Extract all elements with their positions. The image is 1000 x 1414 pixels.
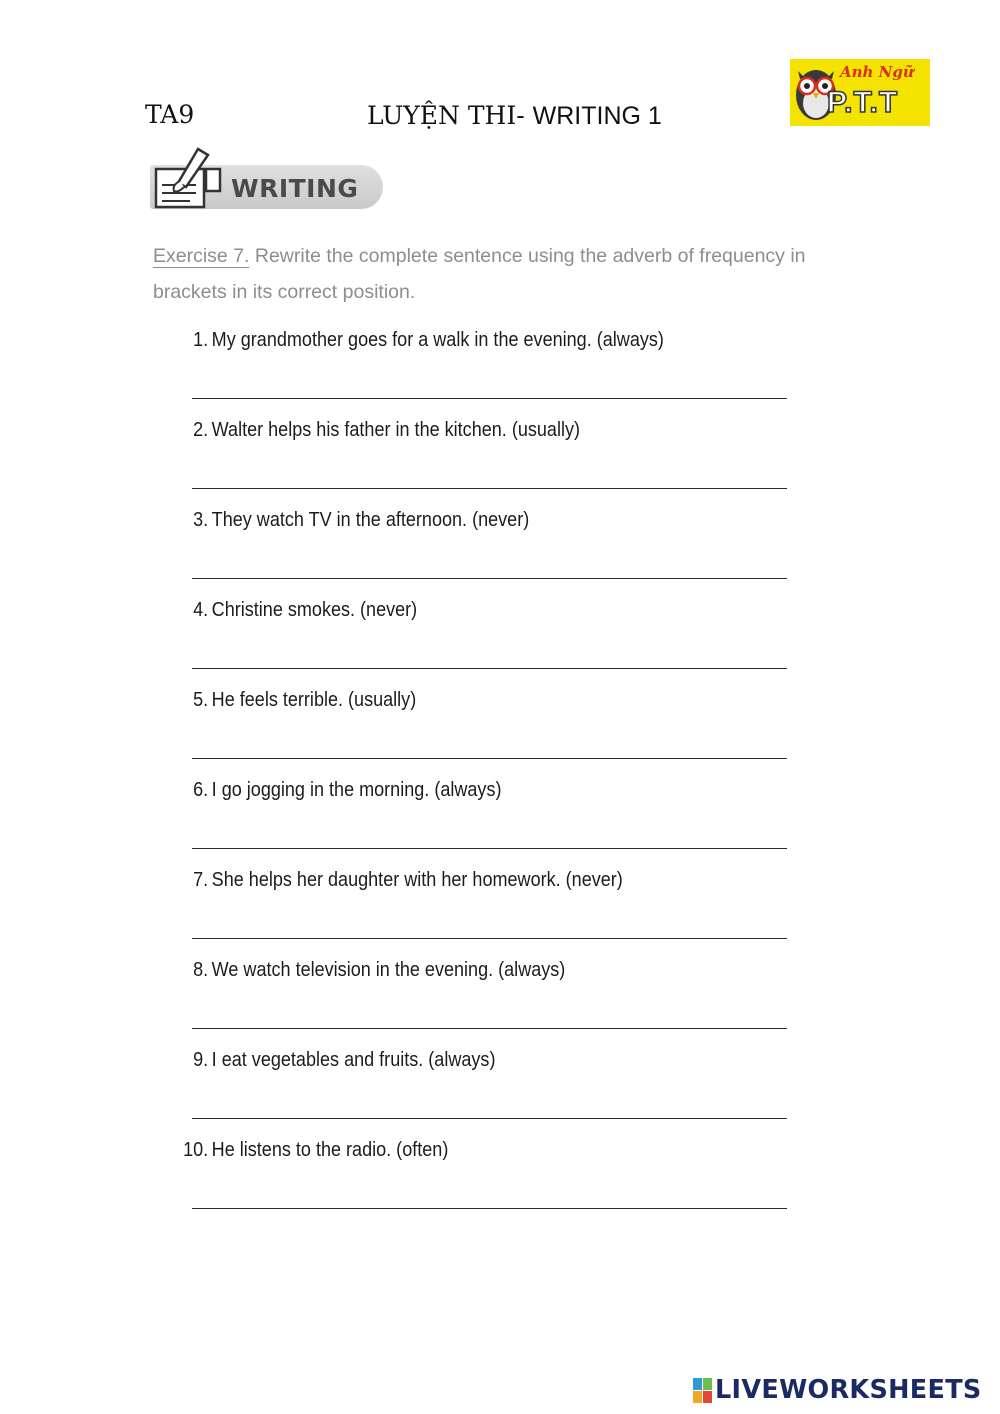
question-prompt: Walter helps his father in the kitchen. (usually) bbox=[211, 418, 581, 441]
answer-line[interactable] bbox=[192, 938, 787, 939]
question-text bbox=[180, 1048, 495, 1072]
question-prompt: We watch television in the evening. (always) bbox=[211, 958, 566, 981]
brand-text: LIVEWORKSHEETS bbox=[715, 1375, 982, 1405]
question-number: 4. bbox=[193, 598, 209, 621]
pencil-notepad-icon bbox=[150, 143, 230, 213]
section-label: WRITING bbox=[231, 174, 359, 203]
question-prompt: He listens to the radio. (often) bbox=[211, 1138, 449, 1161]
question-text bbox=[180, 778, 501, 802]
logo-name: P.T.T bbox=[827, 86, 899, 119]
question-number: 8. bbox=[193, 958, 209, 981]
question-prompt: I eat vegetables and fruits. (always) bbox=[211, 1048, 496, 1071]
answer-line[interactable] bbox=[192, 848, 787, 849]
question-prompt: They watch TV in the afternoon. (never) bbox=[211, 508, 530, 531]
course-code: TA9 bbox=[145, 100, 195, 129]
question-text bbox=[180, 328, 664, 352]
question-number: 9. bbox=[193, 1048, 209, 1071]
logo-brand-line: Anh Ngữ bbox=[840, 63, 914, 81]
answer-line[interactable] bbox=[192, 488, 787, 489]
page-title bbox=[367, 101, 662, 131]
question-text bbox=[180, 418, 580, 442]
question-text bbox=[180, 958, 565, 982]
exercise-instructions bbox=[153, 238, 883, 310]
question-number: 1. bbox=[193, 328, 209, 351]
question-number: 10. bbox=[183, 1138, 209, 1161]
answer-line[interactable] bbox=[192, 1118, 787, 1119]
question-prompt: She helps her daughter with her homework. (never) bbox=[211, 868, 623, 891]
question-number: 6. bbox=[193, 778, 209, 801]
answer-line[interactable] bbox=[192, 398, 787, 399]
answer-line[interactable] bbox=[192, 668, 787, 669]
answer-line[interactable] bbox=[192, 1028, 787, 1029]
question-prompt: I go jogging in the morning. (always) bbox=[211, 778, 502, 801]
answer-line[interactable] bbox=[192, 578, 787, 579]
liveworksheets-icon bbox=[693, 1378, 713, 1404]
logo bbox=[790, 59, 930, 126]
question-number: 5. bbox=[193, 688, 209, 711]
answer-line[interactable] bbox=[192, 758, 787, 759]
answer-line[interactable] bbox=[192, 1208, 787, 1209]
instruction-text: Rewrite the complete sentence using the adverb of frequency in brackets in its correct position. bbox=[153, 245, 806, 303]
writing-section-banner bbox=[150, 143, 383, 213]
exercise-label: Exercise 7. bbox=[153, 245, 250, 267]
title-main: LUYỆN THI- bbox=[367, 101, 533, 130]
question-text bbox=[180, 598, 417, 622]
question-prompt: He feels terrible. (usually) bbox=[211, 688, 417, 711]
liveworksheets-brand bbox=[693, 1375, 993, 1409]
question-number: 2. bbox=[193, 418, 209, 441]
question-text bbox=[180, 868, 623, 892]
question-text bbox=[180, 1138, 448, 1162]
question-text bbox=[180, 508, 529, 532]
title-sub: WRITING 1 bbox=[532, 102, 662, 130]
question-number: 3. bbox=[193, 508, 209, 531]
question-prompt: My grandmother goes for a walk in the evening. (always) bbox=[211, 328, 664, 351]
question-text bbox=[180, 688, 416, 712]
question-prompt: Christine smokes. (never) bbox=[211, 598, 418, 621]
question-number: 7. bbox=[193, 868, 209, 891]
